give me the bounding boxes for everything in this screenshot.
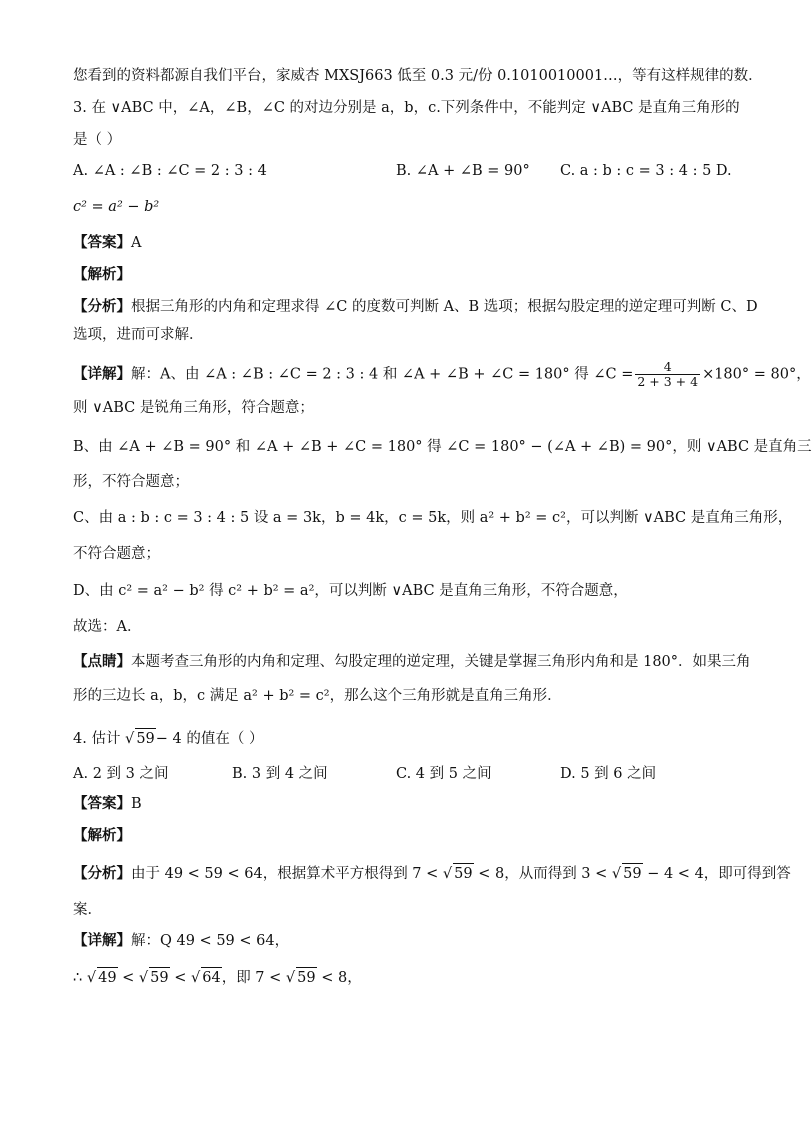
q4-analysis-label: 【解析】 [73,828,131,844]
q3-xiangjie-c-line1: C、由 a : b : c = 3 : 4 : 5 设 a = 3k，b = 4k，c = 5k，则 a² + b² = c²，可以判断 ∨ABC 是直角三角形， [73,510,793,526]
sqrt-radicand: 59 [453,863,473,884]
xj2-end: < 8， [321,970,362,986]
q4-option-b: B. 3 到 4 之间 [232,766,328,782]
q3-xiangjie-a-line2: 则 ∨ABC 是锐角三角形，符合题意； [73,400,314,416]
xj-a-suffix: ×180° = 80°， [702,366,811,383]
q3-fenxi-line2: 选项，进而可求解． [73,327,204,343]
q3-analysis-label: 【解析】 [73,267,131,283]
q4-stem-suffix: − 4 的值在（ ） [155,731,264,747]
fenxi-a: 由于 49 < 59 < 64，根据算术平方根得到 7 < [131,866,439,882]
q3-xiangjie-b-line1: B、由 ∠A + ∠B = 90° 和 ∠A + ∠B + ∠C = 180° 得 ∠C = 180° − (∠A + ∠B) = 90°，则 ∨ABC 是直角三 [73,439,812,455]
answer-label: 【答案】 [73,235,131,251]
xiangjie-text: 解：Q 49 < 59 < 64， [131,933,290,949]
sqrt-radicand: 59 [135,728,155,749]
q3-dianjing-line1 [73,652,751,672]
q3-stem-line2: 是（ ） [73,132,122,148]
q3-option-c: C. a : b : c = 3 : 4 : 5 D. [560,163,732,179]
fraction-numerator: 4 [663,359,672,374]
fenxi-c: − 4 < 4，即可得到答 [647,866,791,882]
q3-dianjing-line2: 形的三边长 a，b，c 满足 a² + b² = c²，那么这个三角形就是直角三角形． [73,688,562,704]
q4-option-a: A. 2 到 3 之间 [73,766,169,782]
fenxi-label: 【分析】 [73,866,131,882]
q3-xiangjie-b-line2: 形，不符合题意； [73,474,189,490]
sqrt-radicand: 64 [201,967,221,988]
xj-a-prefix: 解：A、由 ∠A : ∠B : ∠C = 2 : 3 : 4 和 ∠A + ∠B + ∠C = 180° 得 ∠C = [131,366,634,383]
q4-option-c: C. 4 到 5 之间 [396,766,492,782]
q3-conclusion: 故选：A． [73,619,142,635]
answer-label: 【答案】 [73,796,131,812]
q4-stem-prefix: 4. 估计 [73,731,121,747]
therefore-symbol: ∴ [73,970,83,986]
less-than: < [174,970,187,986]
xj2-mid: ，即 7 < [221,970,282,986]
q3-stem-line1: 3. 在 ∨ABC 中，∠A，∠B，∠C 的对边分别是 a，b，c.下列条件中，不能判定 ∨ABC 是直角三角形的 [73,100,740,116]
sqrt-radicand: 59 [296,967,316,988]
dianjing-text: 本题考查三角形的内角和定理、勾股定理的逆定理，关键是掌握三角形内角和是 180°．如果三角 [131,654,751,670]
fraction-denominator: 2 + 3 + 4 [637,374,699,389]
xiangjie-label: 【详解】 [73,366,131,383]
promo-text: 您看到的资料都源自我们平台，家威杏 MXSJ663 低至 0.3 元/份 0.1010010001…，等有这样规律的数． [73,68,763,84]
q3-xiangjie-d-line1: D、由 c² = a² − b² 得 c² + b² = a²，可以判断 ∨ABC 是直角三角形，不符合题意， [73,583,628,599]
q3-option-b: B. ∠A + ∠B = 90° [396,163,530,179]
q3-answer [73,233,141,253]
q3-option-a: A. ∠A : ∠B : ∠C = 2 : 3 : 4 [73,163,267,179]
q3-xiangjie-c-line2: 不符合题意； [73,546,160,562]
fraction [635,360,700,389]
sqrt-radicand: 59 [149,967,169,988]
q4-xiangjie-line1 [73,931,289,951]
q4-option-d: D. 5 到 6 之间 [560,766,657,782]
sqrt-radicand: 59 [622,863,642,884]
q4-answer [73,794,142,814]
q4-xiangjie-line2: ∴ √ 49 < √ 59 < √ 64，即 7 < √ 59 < 8， [73,967,362,988]
q3-fenxi-line1 [73,297,758,317]
answer-value: B [131,796,142,812]
fenxi-b: < 8，从而得到 3 < [478,866,608,882]
q4-fenxi-line2: 案． [73,902,102,918]
q4-stem: 4. 估计 √ 59− 4 的值在（ ） [73,728,263,749]
answer-value: A [131,235,142,251]
q4-fenxi-line1: 【分析】由于 49 < 59 < 64，根据算术平方根得到 7 < √ 59 < 8，从而得到 3 < √ 59 − 4 < 4，即可得到答 [73,863,791,884]
less-than: < [122,970,135,986]
q3-option-d-formula: c² = a² − b² [73,199,160,215]
xiangjie-label: 【详解】 [73,933,131,949]
fenxi-text: 根据三角形的内角和定理求得 ∠C 的度数可判断 A、B 选项；根据勾股定理的逆定理可判断 C、D [131,299,758,315]
sqrt-radicand: 49 [97,967,117,988]
fenxi-label: 【分析】 [73,299,131,315]
dianjing-label: 【点睛】 [73,654,131,670]
q3-xiangjie-a-line1 [73,360,811,389]
